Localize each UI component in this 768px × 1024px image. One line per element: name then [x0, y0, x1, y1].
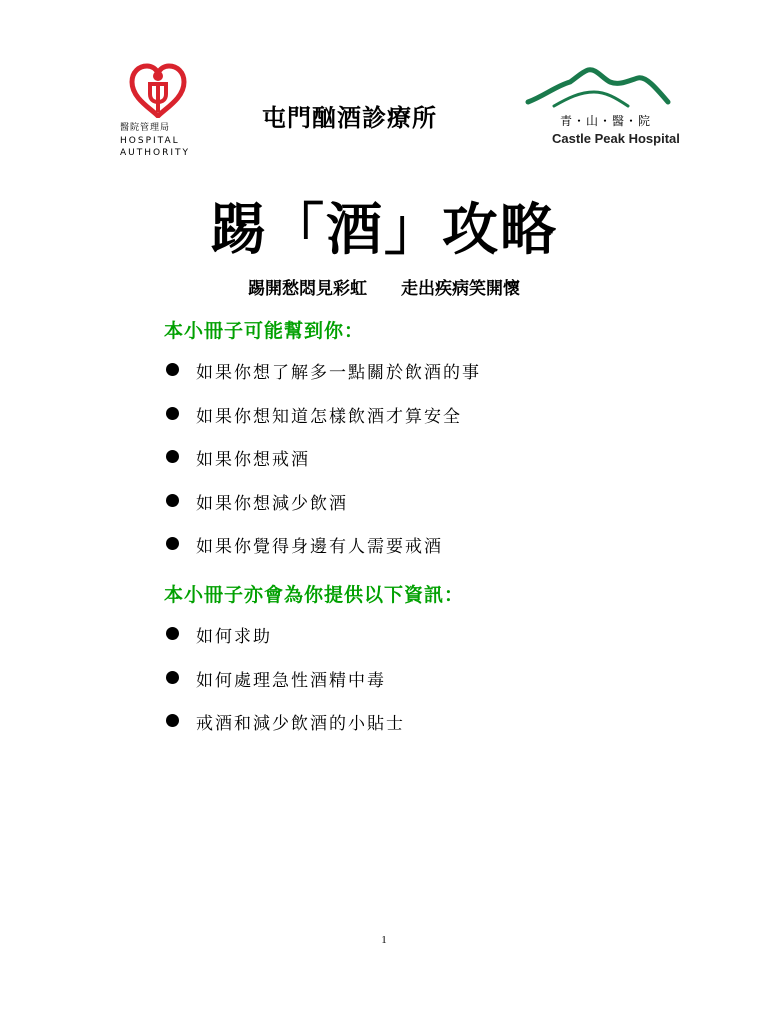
list-item-text: 如果你想戒酒	[196, 450, 310, 470]
bullet-icon	[166, 671, 179, 684]
ha-name-en-line1: HOSPITAL	[120, 136, 180, 146]
list-item-text: 如果你覺得身邊有人需要戒酒	[196, 537, 443, 557]
ha-name-en-line2: AUTHORITY	[120, 148, 190, 158]
mountain-icon	[524, 62, 674, 112]
bullet-icon	[166, 627, 179, 640]
section-heading-information: 本小冊子亦會為你提供以下資訊：	[164, 584, 465, 606]
section-heading-benefits: 本小冊子可能幫到你：	[164, 320, 365, 342]
hospital-authority-logo	[118, 62, 208, 172]
document-title: 踢「酒」攻略	[210, 197, 558, 263]
bullet-icon	[166, 537, 179, 550]
list-item-text: 如果你想減少飲酒	[196, 493, 348, 514]
page-number: 1	[381, 934, 387, 946]
list-item-text: 如何求助	[196, 627, 272, 647]
list-item-text: 如何處理急性酒精中毒	[196, 670, 386, 691]
bullet-icon	[166, 407, 179, 420]
cph-name-cn: 青・山・醫・院	[560, 114, 652, 128]
list-item-text: 戒酒和減少飲酒的小貼士	[196, 714, 405, 734]
slogan: 踢開愁悶見彩虹 走出疾病笑開懷	[248, 279, 520, 299]
list-item-text: 如果你想了解多一點關於飲酒的事	[196, 363, 481, 383]
bullet-icon	[166, 363, 179, 376]
bullet-icon	[166, 714, 179, 727]
bullet-icon	[166, 494, 179, 507]
ha-name-cn: 醫院管理局	[120, 123, 171, 133]
clinic-name: 屯門酗酒診療所	[262, 103, 437, 132]
list-item-text: 如果你想知道怎樣飲酒才算安全	[196, 406, 462, 427]
cph-name-en: Castle Peak Hospital	[552, 131, 680, 146]
bullet-icon	[166, 450, 179, 463]
ha-heart-icon	[128, 62, 188, 118]
castle-peak-hospital-logo	[524, 62, 680, 152]
